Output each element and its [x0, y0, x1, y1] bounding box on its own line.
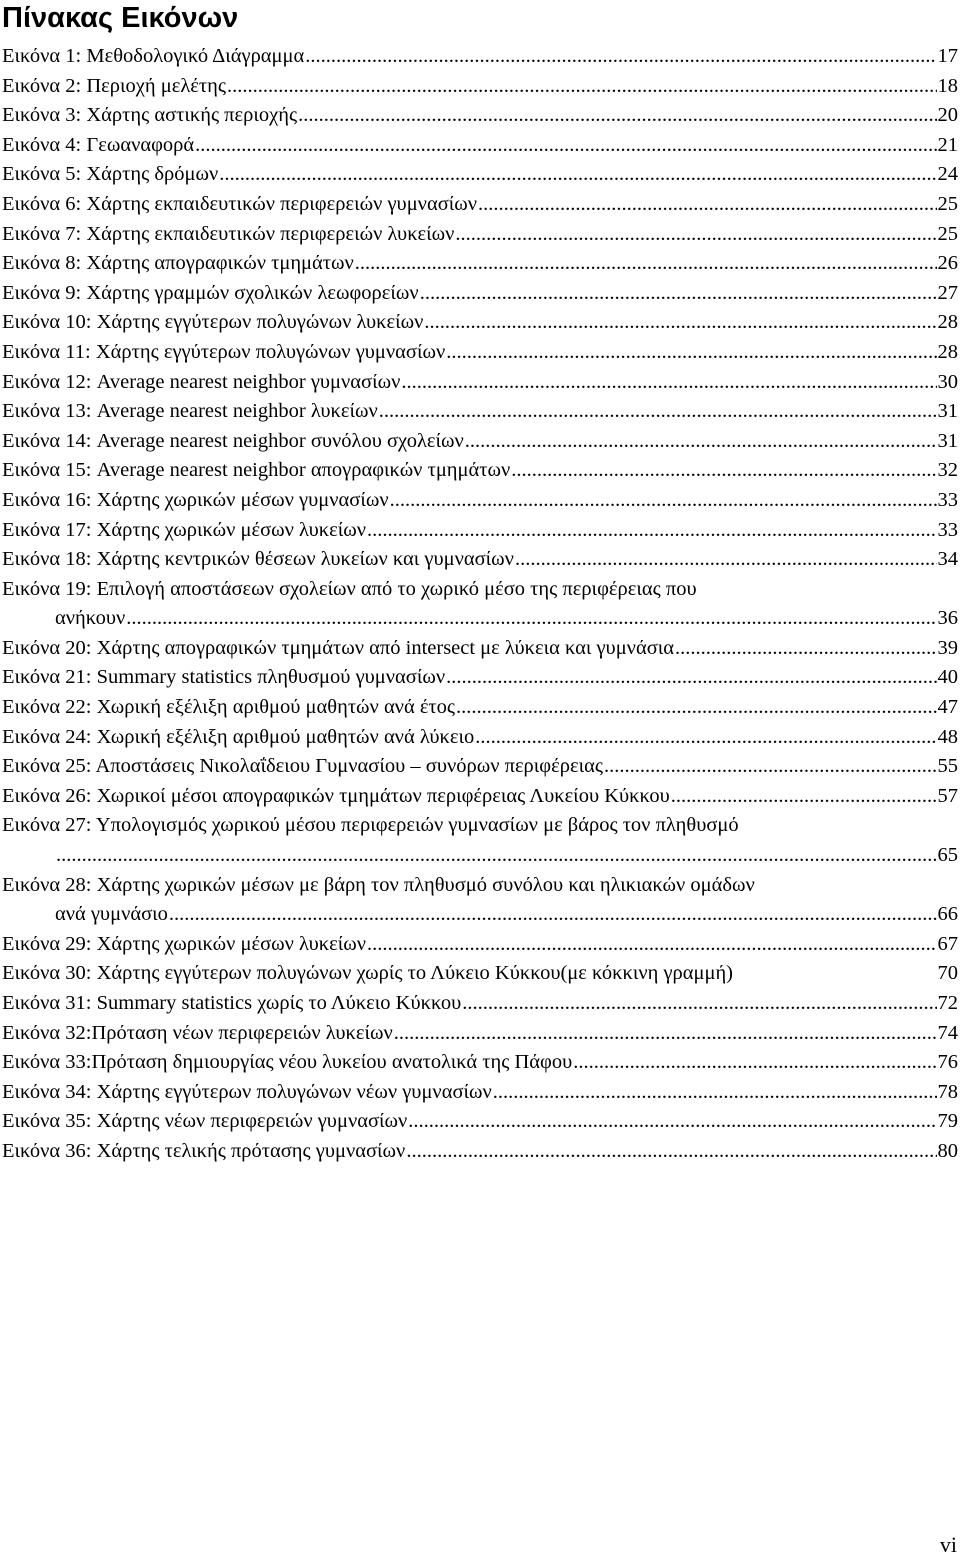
toc-entry-label: Εικόνα 4: Γεωαναφορά [2, 133, 195, 156]
toc-entry-page: 26 [937, 252, 958, 275]
toc-entry-page: 76 [937, 1051, 958, 1074]
dot-leader [401, 368, 936, 398]
toc-entry[interactable] [2, 220, 958, 250]
toc-entry-page: 33 [937, 518, 958, 541]
dot-leader [456, 693, 936, 723]
dot-leader [455, 220, 936, 250]
toc-entry[interactable] [2, 1019, 958, 1049]
toc-entry-page: 78 [937, 1080, 958, 1103]
toc-entry-page: 31 [937, 429, 958, 452]
toc-entry-label: Εικόνα 26: Χωρικοί μέσοι απογραφικών τμημάτων περιφέρειας Λυκείου Κύκκου [2, 784, 670, 807]
dot-leader [515, 545, 937, 575]
toc-entry-label: Εικόνα 18: Χάρτης κεντρικών θέσεων λυκείων και γυμνασίων [2, 548, 514, 571]
toc-entry[interactable] [2, 72, 958, 102]
dot-leader [408, 1107, 936, 1137]
toc-entry-label: Εικόνα 6: Χάρτης εκπαιδευτικών περιφερειών γυμνασίων [2, 192, 478, 215]
dot-leader [219, 160, 936, 190]
toc-entry[interactable] [2, 338, 958, 368]
toc-entry-label: Εικόνα 34: Χάρτης εγγύτερων πολυγώνων νέων γυμνασίων [2, 1080, 492, 1103]
toc-entry[interactable] [2, 397, 958, 427]
toc-entry-label: Εικόνα 32:Πρόταση νέων περιφερειών λυκείων [2, 1021, 393, 1044]
toc-entry[interactable] [2, 249, 958, 279]
toc-entry-page: 48 [937, 725, 958, 748]
toc-entry[interactable] [2, 1107, 958, 1137]
toc-entry-label: Εικόνα 35: Χάρτης νέων περιφερειών γυμνασίων [2, 1110, 408, 1133]
dot-leader [465, 427, 937, 457]
toc-entry-label: Εικόνα 15: Average nearest neighbor απογραφικών τμημάτων [2, 459, 511, 482]
toc-entry-label: Εικόνα 17: Χάρτης χωρικών μέσων λυκείων [2, 518, 366, 541]
dot-leader [367, 516, 937, 546]
toc-entry-label-continued: ανά γυμνάσιο [55, 903, 168, 926]
toc-entry[interactable] [2, 545, 958, 575]
toc-entry-page: 25 [937, 192, 958, 215]
dot-leader [406, 1137, 936, 1167]
table-of-figures [2, 42, 958, 1167]
toc-entry-page: 28 [937, 340, 958, 363]
toc-entry-label: Εικόνα 14: Average nearest neighbor συνόλου σχολείων [2, 429, 464, 452]
toc-entry-label: Εικόνα 2: Περιοχή μελέτης [2, 74, 226, 97]
toc-entry[interactable] [2, 989, 958, 1019]
toc-entry-page: 30 [937, 370, 958, 393]
dot-leader [367, 930, 937, 960]
toc-entry-page: 67 [937, 932, 958, 955]
toc-entry[interactable] [2, 811, 958, 870]
dot-leader [478, 190, 936, 220]
toc-entry-page: 25 [937, 222, 958, 245]
toc-entry[interactable] [2, 131, 958, 161]
toc-entry-label: Εικόνα 21: Summary statistics πληθυσμού γυμνασίων [2, 666, 446, 689]
toc-entry-label: Εικόνα 27: Υπολογισμός χωρικού μέσου περιφερειών γυμνασίων με βάρος τον πληθυσμό [2, 814, 739, 837]
dot-leader [305, 42, 936, 72]
toc-entry-page: 40 [937, 666, 958, 689]
toc-entry-label: Εικόνα 5: Χάρτης δρόμων [2, 163, 219, 186]
toc-entry-label: Εικόνα 20: Χάρτης απογραφικών τμημάτων από intersect με λύκεια και γυμνάσια [2, 636, 674, 659]
dot-leader [675, 634, 937, 664]
toc-entry-page: 18 [937, 74, 958, 97]
toc-entry[interactable] [2, 101, 958, 131]
toc-entry-label: Εικόνα 7: Χάρτης εκπαιδευτικών περιφερειών λυκείων [2, 222, 455, 245]
toc-entry-page: 27 [937, 281, 958, 304]
dot-leader [424, 308, 936, 338]
toc-entry-label-continued: ανήκουν [55, 607, 126, 630]
dot-leader [169, 900, 937, 930]
toc-entry-label: Εικόνα 36: Χάρτης τελικής πρότασης γυμνασίων [2, 1139, 406, 1162]
toc-entry[interactable] [2, 42, 958, 72]
toc-entry[interactable] [2, 723, 958, 753]
dot-leader [446, 338, 936, 368]
toc-entry-page: 34 [937, 548, 958, 571]
toc-entry[interactable] [2, 782, 958, 812]
toc-entry-page: 21 [937, 133, 958, 156]
toc-entry[interactable] [2, 575, 958, 634]
dot-leader [390, 486, 937, 516]
toc-entry[interactable] [2, 516, 958, 546]
toc-entry-label: Εικόνα 29: Χάρτης χωρικών μέσων λυκείων [2, 932, 366, 955]
page-number: vi [939, 1532, 957, 1557]
toc-entry-page: 17 [937, 45, 958, 67]
toc-entry-label: Εικόνα 25: Αποστάσεις Νικολαΐδειου Γυμνασίου – συνόρων περιφέρειας [2, 755, 603, 778]
toc-entry-page: 47 [937, 696, 958, 719]
dot-leader [446, 663, 936, 693]
toc-entry-page: 74 [937, 1021, 958, 1044]
toc-entry[interactable] [2, 427, 958, 457]
dot-leader [604, 752, 937, 782]
toc-entry-page: 39 [937, 636, 958, 659]
toc-entry-label: Εικόνα 13: Average nearest neighbor λυκείων [2, 400, 378, 423]
toc-entry-label: Εικόνα 30: Χάρτης εγγύτερων πολυγώνων χωρίς το Λύκειο Κύκκου(με κόκκινη γραμμή) [2, 962, 734, 985]
toc-entry-page: 20 [937, 104, 958, 127]
toc-entry[interactable] [2, 634, 958, 664]
toc-entry-label: Εικόνα 33:Πρόταση δημιουργίας νέου λυκείου ανατολικά της Πάφου [2, 1051, 573, 1074]
toc-entry-page: 32 [937, 459, 958, 482]
page-title: Πίνακας Εικόνων [2, 2, 239, 34]
dot-leader [475, 723, 936, 753]
toc-entry[interactable] [2, 456, 958, 486]
toc-entry-label: Εικόνα 16: Χάρτης χωρικών μέσων γυμνασίων [2, 488, 389, 511]
toc-entry[interactable] [2, 1048, 958, 1078]
dot-leader [573, 1048, 936, 1078]
dot-leader [56, 841, 937, 871]
toc-entry-page: 55 [937, 755, 958, 778]
toc-entry[interactable] [2, 368, 958, 398]
dot-leader [671, 782, 937, 812]
toc-entry-page: 28 [937, 311, 958, 334]
toc-entry-page: 57 [937, 784, 958, 807]
toc-entry[interactable] [2, 959, 958, 989]
toc-entry-page: 31 [937, 400, 958, 423]
toc-entry-page: 72 [937, 992, 958, 1014]
toc-entry[interactable] [2, 486, 958, 516]
dot-leader [420, 279, 937, 309]
toc-entry-page: 24 [937, 163, 958, 186]
toc-entry-label: Εικόνα 3: Χάρτης αστικής περιοχής [2, 104, 298, 127]
toc-entry-label: Εικόνα 19: Επιλογή αποστάσεων σχολείων από το χωρικό μέσο της περιφέρειας που [2, 577, 697, 600]
toc-entry[interactable] [2, 930, 958, 960]
dot-leader [511, 456, 936, 486]
toc-entry[interactable] [2, 1137, 958, 1167]
toc-entry[interactable] [2, 308, 958, 338]
toc-entry-label: Εικόνα 10: Χάρτης εγγύτερων πολυγώνων λυκείων [2, 311, 424, 334]
dot-leader [379, 397, 937, 427]
toc-entry-page: 36 [937, 607, 958, 630]
toc-entry-page: 66 [937, 903, 958, 926]
dot-leader [394, 1019, 937, 1049]
toc-entry[interactable] [2, 663, 958, 693]
dot-leader [298, 101, 936, 131]
toc-entry-page: 79 [937, 1110, 958, 1133]
toc-entry[interactable] [2, 279, 958, 309]
toc-entry-label: Εικόνα 28: Χάρτης χωρικών μέσων με βάρη τον πληθυσμό συνόλου και ηλικιακών ομάδων [2, 873, 755, 896]
toc-entry-label: Εικόνα 9: Χάρτης γραμμών σχολικών λεωφορείων [2, 281, 419, 304]
dot-leader [227, 72, 937, 102]
toc-entry-page: 65 [937, 844, 958, 867]
toc-entry[interactable] [2, 871, 958, 930]
toc-entry[interactable] [2, 190, 958, 220]
toc-entry-label: Εικόνα 22: Χωρική εξέλιξη αριθμού μαθητών ανά έτος [2, 696, 456, 719]
toc-entry-label: Εικόνα 24: Χωρική εξέλιξη αριθμού μαθητών ανά λύκειο [2, 725, 475, 748]
toc-entry-label: Εικόνα 11: Χάρτης εγγύτερων πολυγώνων γυμνασίων [2, 340, 446, 363]
toc-entry-page: 80 [937, 1139, 958, 1162]
dot-leader [493, 1078, 937, 1108]
toc-entry-label: Εικόνα 8: Χάρτης απογραφικών τμημάτων [2, 252, 354, 275]
toc-entry[interactable] [2, 1078, 958, 1108]
dot-leader [355, 249, 937, 279]
dot-leader [462, 989, 936, 1019]
toc-entry-page: 33 [937, 488, 958, 511]
toc-entry-page: 70 [937, 962, 958, 985]
toc-entry[interactable] [2, 693, 958, 723]
toc-entry-label: Εικόνα 12: Average nearest neighbor γυμνασίων [2, 370, 401, 393]
dot-leader [195, 131, 936, 161]
toc-entry-label: Εικόνα 31: Summary statistics χωρίς το Λύκειο Κύκκου [2, 992, 462, 1014]
toc-entry[interactable] [2, 160, 958, 190]
toc-entry-label: Εικόνα 1: Μεθοδολογικό Διάγραμμα [2, 45, 305, 67]
toc-entry[interactable] [2, 752, 958, 782]
dot-leader [126, 604, 936, 634]
